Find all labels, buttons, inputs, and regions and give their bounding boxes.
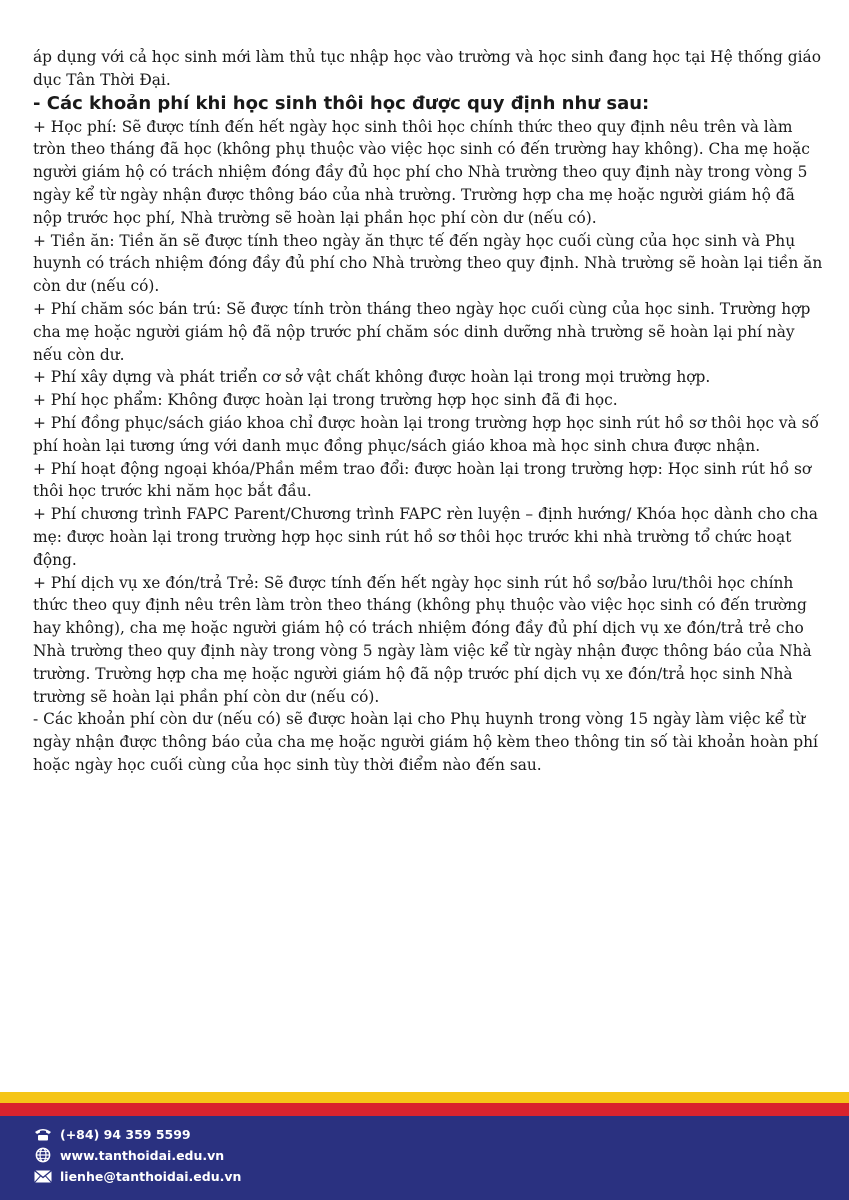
paragraph-fapc: + Phí chương trình FAPC Parent/Chương trình FAPC rèn luyện – định hướng/ Khóa học dành cho cha mẹ: được hoàn lại trong trường hợp học sinh rút hồ sơ thôi học trước khi nhà trường tổ chức hoạt động. <box>33 505 818 569</box>
paragraph-refund: - Các khoản phí còn dư (nếu có) sẽ được hoàn lại cho Phụ huynh trong vòng 15 ngày làm việc kể từ ngày nhận được thông báo của cha mẹ hoặc người giám hộ kèm theo thông tin số tài khoản hoàn phí hoặc ngày học cuối cùng của học sinh tùy thời điểm nào đến sau. <box>33 710 818 774</box>
paragraph-facilities: + Phí xây dựng và phát triển cơ sở vật chất không được hoàn lại trong mọi trường hợp. <box>33 368 711 387</box>
footer-website-text[interactable]: www.tanthoidai.edu.vn <box>60 1147 225 1163</box>
globe-icon <box>34 1147 52 1163</box>
footer-stripe-red <box>0 1103 849 1116</box>
paragraph-tuition: + Học phí: Sẽ được tính đến hết ngày học sinh thôi học chính thức theo quy định nêu trên và làm tròn theo tháng đã học (không phụ thuộc vào việc học sinh có đến trường hay không). Cha mẹ hoặc người giám hộ có trách nhiệm đóng đầy đủ học phí cho Nhà trường theo quy định này trong vòng 5 ngày kể từ ngày nhận được thông báo của nhà trường. Trường hợp cha mẹ hoặc người giám hộ đã nộp trước học phí, Nhà trường sẽ hoàn lại phần học phí còn dư (nếu có). <box>33 117 810 227</box>
paragraph-extracurricular: + Phí hoạt động ngoại khóa/Phần mềm trao đổi: được hoàn lại trong trường hợp: Học sinh rút hồ sơ thôi học trước khi năm học bắt đầu. <box>33 459 812 501</box>
mail-icon <box>34 1168 52 1184</box>
paragraph-bus: + Phí dịch vụ xe đón/trả Trẻ: Sẽ được tính đến hết ngày học sinh rút hồ sơ/bảo lưu/thôi học chính thức theo quy định nêu trên làm tròn theo tháng (không phụ thuộc vào việc học sinh có đến trường hay không), cha mẹ hoặc người giám hộ có trách nhiệm đóng đầy đủ phí dịch vụ xe đón/trả trẻ cho Nhà trường theo quy định này trong vòng 5 ngày làm việc kể từ ngày nhận được thông báo của Nhà trường. Trường hợp cha mẹ hoặc người giám hộ đã nộp trước phí dịch vụ xe đón/trả học sinh Nhà trường sẽ hoàn lại phần phí còn dư (nếu có). <box>33 573 812 706</box>
paragraph-uniform-books: + Phí đồng phục/sách giáo khoa chỉ được hoàn lại trong trường hợp học sinh rút hồ sơ thôi học và số phí hoàn lại tương ứng với danh mục đồng phục/sách giáo khoa mà học sinh chưa được nhận. <box>33 413 819 455</box>
footer-email-text[interactable]: lienhe@tanthoidai.edu.vn <box>60 1168 242 1184</box>
document-body <box>33 46 823 777</box>
paragraph-meals: + Tiền ăn: Tiền ăn sẽ được tính theo ngày ăn thực tế đến ngày học cuối cùng của học sinh và Phụ huynh có trách nhiệm đóng đầy đủ phí cho Nhà trường theo quy định. Nhà trường sẽ hoàn lại tiền ăn còn dư (nếu có). <box>33 231 823 296</box>
phone-icon <box>34 1126 52 1142</box>
paragraph: áp dụng với cả học sinh mới làm thủ tục nhập học vào trường và học sinh đang học tại Hệ thống giáo dục Tân Thời Đại. <box>33 48 821 89</box>
footer-phone-text: (+84) 94 359 5599 <box>60 1126 191 1142</box>
footer-phone <box>34 1124 191 1144</box>
footer-email[interactable] <box>34 1166 241 1186</box>
paragraph-boarding-care: + Phí chăm sóc bán trú: Sẽ được tính tròn tháng theo ngày học cuối cùng của học sinh. Trường hợp cha mẹ hoặc người giám hộ đã nộp trước phí chăm sóc dinh dưỡng nhà trường sẽ hoàn lại phí này nếu còn dư. <box>33 299 811 364</box>
footer-stripe-yellow <box>0 1092 849 1103</box>
footer-website[interactable] <box>34 1145 224 1165</box>
section-heading: - Các khoản phí khi học sinh thôi học được quy định như sau: <box>33 92 650 114</box>
paragraph-supplies: + Phí học phẩm: Không được hoàn lại trong trường hợp học sinh đã đi học. <box>33 391 618 410</box>
